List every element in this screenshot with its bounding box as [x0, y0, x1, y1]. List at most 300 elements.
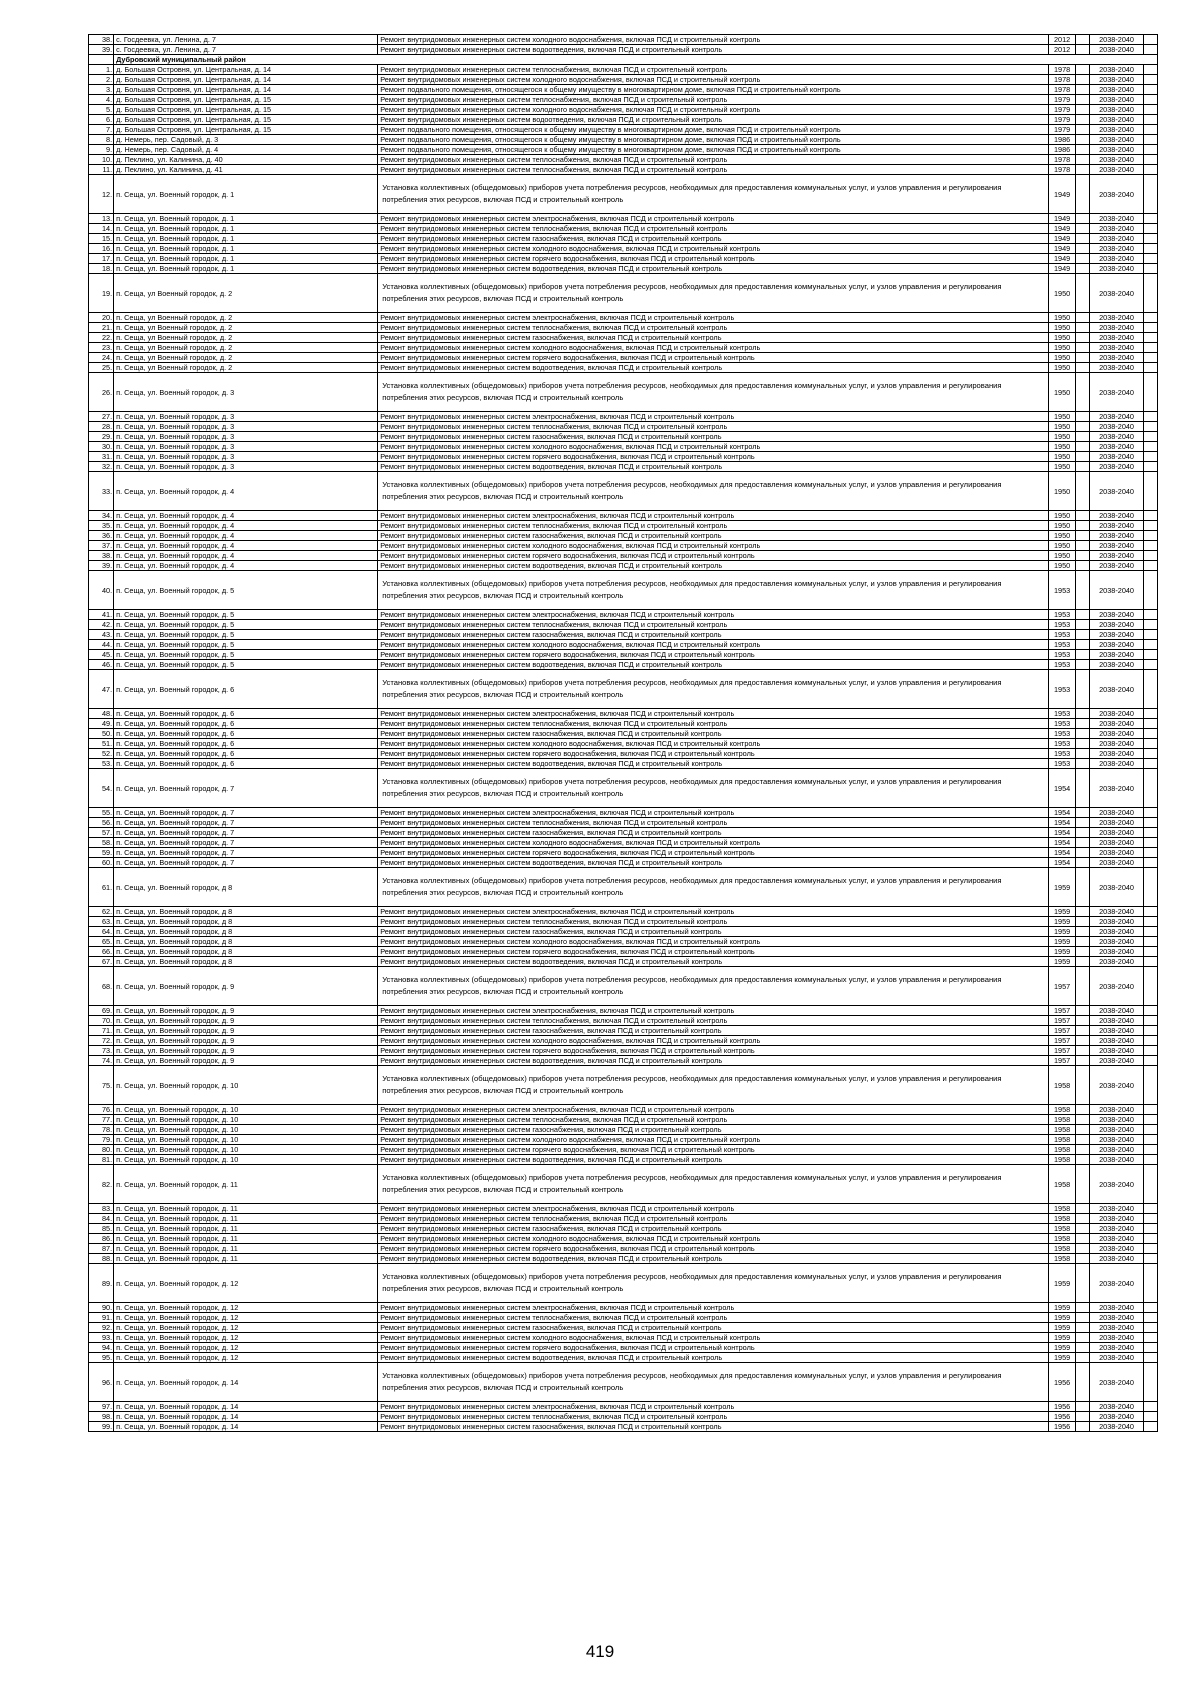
address-cell: п. Сеща, ул. Военный городок, д. 1	[114, 234, 378, 244]
address-cell: п. Сеща, ул Военный городок, д. 2	[114, 333, 378, 343]
empty-cell	[1144, 670, 1158, 709]
build-year-cell: 1954	[1048, 838, 1075, 848]
work-type-cell: Ремонт внутридомовых инженерных систем горячего водоснабжения, включая ПСД и строительный контроль	[378, 947, 1049, 957]
row-number-cell: 75.	[89, 1066, 114, 1105]
address-cell: п. Сеща, ул. Военный городок, д. 12	[114, 1333, 378, 1343]
row-number-cell: 67.	[89, 957, 114, 967]
address-cell: п. Сеща, ул. Военный городок, д. 1	[114, 264, 378, 274]
address-cell: п. Сеща, ул. Военный городок, д. 5	[114, 620, 378, 630]
row-number-cell: 73.	[89, 1046, 114, 1056]
table-row	[89, 1036, 1158, 1046]
repair-period-cell: 2038-2040	[1089, 858, 1143, 868]
address-cell: п. Сеща, ул. Военный городок, д. 6	[114, 729, 378, 739]
row-number-cell: 12.	[89, 175, 114, 214]
empty-cell	[1076, 1313, 1090, 1323]
repair-period-cell: 2038-2040	[1089, 234, 1143, 244]
repair-period-cell: 2038-2040	[1089, 749, 1143, 759]
empty-cell	[1076, 967, 1090, 1006]
address-cell: п. Сеща, ул. Военный городок, д. 12	[114, 1343, 378, 1353]
address-cell: п. Сеща, ул. Военный городок, д. 5	[114, 650, 378, 660]
work-type-cell: Ремонт внутридомовых инженерных систем горячего водоснабжения, включая ПСД и строительный контроль	[378, 650, 1049, 660]
table-row	[89, 1145, 1158, 1155]
repair-period-cell: 2038-2040	[1089, 35, 1143, 45]
empty-cell	[1144, 917, 1158, 927]
address-cell: с. Госдеевка, ул. Ленина, д. 7	[114, 35, 378, 45]
repair-period-cell: 2038-2040	[1089, 1105, 1143, 1115]
empty-cell	[1144, 838, 1158, 848]
table-row	[89, 739, 1158, 749]
work-type-cell: Ремонт внутридомовых инженерных систем холодного водоснабжения, включая ПСД и строительный контроль	[378, 1234, 1049, 1244]
work-type-cell: Ремонт внутридомовых инженерных систем электроснабжения, включая ПСД и строительный контроль	[378, 1105, 1049, 1115]
work-type-cell: Ремонт внутридомовых инженерных систем горячего водоснабжения, включая ПСД и строительный контроль	[378, 353, 1049, 363]
row-number-cell: 97.	[89, 1402, 114, 1412]
build-year-cell: 1954	[1048, 858, 1075, 868]
table-row	[89, 115, 1158, 125]
table-row	[89, 1016, 1158, 1026]
table-row	[89, 135, 1158, 145]
empty-cell	[1144, 531, 1158, 541]
repair-period-cell: 2038-2040	[1089, 175, 1143, 214]
work-type-cell: Ремонт внутридомовых инженерных систем холодного водоснабжения, включая ПСД и строительный контроль	[378, 75, 1049, 85]
empty-cell	[1076, 422, 1090, 432]
work-type-cell: Ремонт внутридомовых инженерных систем водоотведения, включая ПСД и строительный контроль	[378, 1353, 1049, 1363]
empty-cell	[1076, 373, 1090, 412]
empty-cell	[1144, 125, 1158, 135]
work-type-cell: Ремонт внутридомовых инженерных систем газоснабжения, включая ПСД и строительный контроль	[378, 927, 1049, 937]
build-year-cell: 1979	[1048, 125, 1075, 135]
work-type-cell: Ремонт внутридомовых инженерных систем теплоснабжения, включая ПСД и строительный контроль	[378, 1412, 1049, 1422]
empty-cell	[1076, 838, 1090, 848]
address-cell: п. Сеща, ул. Военный городок, д. 1	[114, 254, 378, 264]
work-type-cell: Ремонт внутридомовых инженерных систем электроснабжения, включая ПСД и строительный контроль	[378, 313, 1049, 323]
row-number-cell: 77.	[89, 1115, 114, 1125]
row-number-cell: 39.	[89, 561, 114, 571]
address-cell: д. Пеклино, ул. Калинина, д. 40	[114, 155, 378, 165]
build-year-cell: 1956	[1048, 1363, 1075, 1402]
table-row	[89, 868, 1158, 907]
row-number-cell: 1.	[89, 65, 114, 75]
empty-cell	[1076, 452, 1090, 462]
build-year-cell: 1953	[1048, 660, 1075, 670]
repair-period-cell: 2038-2040	[1089, 1353, 1143, 1363]
repair-period-cell: 2038-2040	[1089, 412, 1143, 422]
row-number-cell: 2.	[89, 75, 114, 85]
empty-cell	[1076, 739, 1090, 749]
row-number-cell: 31.	[89, 452, 114, 462]
table-row	[89, 808, 1158, 818]
work-type-cell: Установка коллективных (общедомовых) приборов учета потребления ресурсов, необходимых для предоставления коммунальных услуг, и узлов управления и регулирования потребления этих ресурсов, включая ПСД и строительный контроль	[378, 373, 1049, 412]
address-cell: п. Сеща, ул. Военный городок, д. 5	[114, 660, 378, 670]
table-row	[89, 145, 1158, 155]
repair-period-cell: 2038-2040	[1089, 1165, 1143, 1204]
build-year-cell: 1954	[1048, 848, 1075, 858]
empty-cell	[1076, 1214, 1090, 1224]
work-type-cell: Ремонт подвального помещения, относящегося к общему имуществу в многоквартирном доме, включая ПСД и строительный контроль	[378, 135, 1049, 145]
empty-cell	[1076, 135, 1090, 145]
repair-period-cell: 2038-2040	[1089, 373, 1143, 412]
work-type-cell: Ремонт внутридомовых инженерных систем электроснабжения, включая ПСД и строительный контроль	[378, 907, 1049, 917]
address-cell: п. Сеща, ул. Военный городок, д. 12	[114, 1303, 378, 1313]
empty-cell	[89, 55, 114, 65]
empty-cell	[1144, 709, 1158, 719]
empty-cell	[1076, 1125, 1090, 1135]
row-number-cell: 46.	[89, 660, 114, 670]
work-type-cell: Ремонт внутридомовых инженерных систем теплоснабжения, включая ПСД и строительный контроль	[378, 1115, 1049, 1125]
empty-cell	[1144, 1363, 1158, 1402]
table-row	[89, 1412, 1158, 1422]
address-cell: п. Сеща, ул. Военный городок, д. 10	[114, 1155, 378, 1165]
address-cell: п. Сеща, ул. Военный городок, д. 1	[114, 224, 378, 234]
section-title: Дубровский муниципальный район	[114, 55, 1158, 65]
repair-period-cell: 2038-2040	[1089, 1224, 1143, 1234]
build-year-cell: 1949	[1048, 175, 1075, 214]
repair-period-cell: 2038-2040	[1089, 1036, 1143, 1046]
repair-period-cell: 2038-2040	[1089, 422, 1143, 432]
build-year-cell: 1954	[1048, 769, 1075, 808]
row-number-cell: 65.	[89, 937, 114, 947]
row-number-cell: 34.	[89, 511, 114, 521]
empty-cell	[1076, 1244, 1090, 1254]
empty-cell	[1076, 571, 1090, 610]
repair-period-cell: 2038-2040	[1089, 363, 1143, 373]
row-number-cell: 29.	[89, 432, 114, 442]
address-cell: п. Сеща, ул. Военный городок, д. 3	[114, 462, 378, 472]
table-row	[89, 45, 1158, 55]
work-type-cell: Ремонт внутридомовых инженерных систем газоснабжения, включая ПСД и строительный контроль	[378, 234, 1049, 244]
empty-cell	[1144, 155, 1158, 165]
empty-cell	[1076, 640, 1090, 650]
work-type-cell: Ремонт внутридомовых инженерных систем электроснабжения, включая ПСД и строительный контроль	[378, 214, 1049, 224]
build-year-cell: 1950	[1048, 561, 1075, 571]
address-cell: п. Сеща, ул. Военный городок, д. 9	[114, 1046, 378, 1056]
build-year-cell: 1986	[1048, 145, 1075, 155]
address-cell: п. Сеща, ул. Военный городок, д. 7	[114, 769, 378, 808]
table-row	[89, 759, 1158, 769]
repair-period-cell: 2038-2040	[1089, 719, 1143, 729]
empty-cell	[1144, 1264, 1158, 1303]
empty-cell	[1076, 234, 1090, 244]
empty-cell	[1076, 769, 1090, 808]
table-row	[89, 521, 1158, 531]
repair-period-cell: 2038-2040	[1089, 65, 1143, 75]
empty-cell	[1144, 1343, 1158, 1353]
repair-period-cell: 2038-2040	[1089, 1056, 1143, 1066]
table-row	[89, 1026, 1158, 1036]
build-year-cell: 1950	[1048, 531, 1075, 541]
table-row	[89, 422, 1158, 432]
table-row	[89, 1115, 1158, 1125]
work-type-cell: Ремонт подвального помещения, относящегося к общему имуществу в многоквартирном доме, включая ПСД и строительный контроль	[378, 85, 1049, 95]
empty-cell	[1144, 1214, 1158, 1224]
table-row	[89, 175, 1158, 214]
work-type-cell: Ремонт внутридомовых инженерных систем теплоснабжения, включая ПСД и строительный контроль	[378, 917, 1049, 927]
table-row	[89, 105, 1158, 115]
row-number-cell: 48.	[89, 709, 114, 719]
repair-period-cell: 2038-2040	[1089, 274, 1143, 313]
row-number-cell: 93.	[89, 1333, 114, 1343]
row-number-cell: 13.	[89, 214, 114, 224]
empty-cell	[1076, 1343, 1090, 1353]
empty-cell	[1076, 214, 1090, 224]
address-cell: д. Большая Островня, ул. Центральная, д. 14	[114, 85, 378, 95]
build-year-cell: 1954	[1048, 818, 1075, 828]
empty-cell	[1144, 234, 1158, 244]
empty-cell	[1144, 353, 1158, 363]
address-cell: п. Сеща, ул. Военный городок, д. 1	[114, 175, 378, 214]
repair-period-cell: 2038-2040	[1089, 1254, 1143, 1264]
repair-period-cell: 2038-2040	[1089, 323, 1143, 333]
work-type-cell: Ремонт внутридомовых инженерных систем газоснабжения, включая ПСД и строительный контроль	[378, 1026, 1049, 1036]
table-row	[89, 858, 1158, 868]
row-number-cell: 63.	[89, 917, 114, 927]
table-row	[89, 848, 1158, 858]
build-year-cell: 1957	[1048, 1056, 1075, 1066]
table-row	[89, 729, 1158, 739]
repair-period-cell: 2038-2040	[1089, 1026, 1143, 1036]
empty-cell	[1144, 511, 1158, 521]
empty-cell	[1144, 115, 1158, 125]
address-cell: п. Сеща, ул. Военный городок, д. 5	[114, 610, 378, 620]
empty-cell	[1076, 343, 1090, 353]
table-row	[89, 1155, 1158, 1165]
repair-period-cell: 2038-2040	[1089, 1204, 1143, 1214]
repair-period-cell: 2038-2040	[1089, 1323, 1143, 1333]
table-row	[89, 95, 1158, 105]
row-number-cell: 71.	[89, 1026, 114, 1036]
address-cell: п. Сеща, ул. Военный городок, д. 7	[114, 838, 378, 848]
row-number-cell: 84.	[89, 1214, 114, 1224]
table-row	[89, 660, 1158, 670]
build-year-cell: 1958	[1048, 1165, 1075, 1204]
row-number-cell: 16.	[89, 244, 114, 254]
table-row	[89, 165, 1158, 175]
table-row	[89, 125, 1158, 135]
work-type-cell: Ремонт внутридомовых инженерных систем водоотведения, включая ПСД и строительный контроль	[378, 561, 1049, 571]
row-number-cell: 19.	[89, 274, 114, 313]
build-year-cell: 1959	[1048, 1343, 1075, 1353]
empty-cell	[1076, 1036, 1090, 1046]
address-cell: п. Сеща, ул. Военный городок, д. 12	[114, 1313, 378, 1323]
build-year-cell: 1959	[1048, 907, 1075, 917]
work-type-cell: Ремонт внутридомовых инженерных систем теплоснабжения, включая ПСД и строительный контроль	[378, 620, 1049, 630]
row-number-cell: 87.	[89, 1244, 114, 1254]
empty-cell	[1144, 1204, 1158, 1214]
address-cell: п. Сеща, ул. Военный городок, д. 10	[114, 1066, 378, 1105]
work-type-cell: Ремонт внутридомовых инженерных систем водоотведения, включая ПСД и строительный контроль	[378, 1155, 1049, 1165]
row-number-cell: 62.	[89, 907, 114, 917]
empty-cell	[1144, 1066, 1158, 1105]
row-number-cell: 40.	[89, 571, 114, 610]
build-year-cell: 1959	[1048, 1353, 1075, 1363]
build-year-cell: 1979	[1048, 115, 1075, 125]
table-row	[89, 551, 1158, 561]
work-type-cell: Ремонт внутридомовых инженерных систем газоснабжения, включая ПСД и строительный контроль	[378, 729, 1049, 739]
row-number-cell: 23.	[89, 343, 114, 353]
work-type-cell: Ремонт внутридомовых инженерных систем горячего водоснабжения, включая ПСД и строительный контроль	[378, 1046, 1049, 1056]
row-number-cell: 50.	[89, 729, 114, 739]
repair-period-cell: 2038-2040	[1089, 660, 1143, 670]
build-year-cell: 1953	[1048, 719, 1075, 729]
build-year-cell: 1949	[1048, 264, 1075, 274]
empty-cell	[1144, 848, 1158, 858]
repair-period-cell: 2038-2040	[1089, 125, 1143, 135]
build-year-cell: 1978	[1048, 85, 1075, 95]
empty-cell	[1076, 1165, 1090, 1204]
repair-period-cell: 2038-2040	[1089, 85, 1143, 95]
build-year-cell: 1950	[1048, 511, 1075, 521]
repair-period-cell: 2038-2040	[1089, 937, 1143, 947]
table-row	[89, 373, 1158, 412]
empty-cell	[1144, 1323, 1158, 1333]
work-type-cell: Ремонт внутридомовых инженерных систем теплоснабжения, включая ПСД и строительный контроль	[378, 1214, 1049, 1224]
table-row	[89, 323, 1158, 333]
address-cell: п. Сеща, ул Военный городок, д. 2	[114, 323, 378, 333]
address-cell: п. Сеща, ул. Военный городок, д. 6	[114, 739, 378, 749]
empty-cell	[1144, 749, 1158, 759]
address-cell: п. Сеща, ул. Военный городок, д. 4	[114, 511, 378, 521]
address-cell: п. Сеща, ул. Военный городок, д. 9	[114, 967, 378, 1006]
empty-cell	[1076, 947, 1090, 957]
address-cell: п. Сеща, ул. Военный городок, д. 3	[114, 373, 378, 412]
work-type-cell: Ремонт внутридомовых инженерных систем электроснабжения, включая ПСД и строительный контроль	[378, 808, 1049, 818]
repair-period-cell: 2038-2040	[1089, 452, 1143, 462]
empty-cell	[1076, 1254, 1090, 1264]
empty-cell	[1076, 719, 1090, 729]
work-type-cell: Ремонт внутридомовых инженерных систем теплоснабжения, включая ПСД и строительный контроль	[378, 719, 1049, 729]
address-cell: п. Сеща, ул. Военный городок, д 8	[114, 907, 378, 917]
build-year-cell: 1956	[1048, 1402, 1075, 1412]
empty-cell	[1144, 95, 1158, 105]
row-number-cell: 52.	[89, 749, 114, 759]
build-year-cell: 1958	[1048, 1204, 1075, 1214]
table-row	[89, 442, 1158, 452]
work-type-cell: Ремонт внутридомовых инженерных систем электроснабжения, включая ПСД и строительный контроль	[378, 1402, 1049, 1412]
empty-cell	[1144, 1115, 1158, 1125]
table-row	[89, 1165, 1158, 1204]
row-number-cell: 36.	[89, 531, 114, 541]
empty-cell	[1076, 244, 1090, 254]
table-row	[89, 353, 1158, 363]
build-year-cell: 1978	[1048, 165, 1075, 175]
address-cell: п. Сеща, ул. Военный городок, д. 9	[114, 1036, 378, 1046]
empty-cell	[1076, 472, 1090, 511]
work-type-cell: Ремонт внутридомовых инженерных систем горячего водоснабжения, включая ПСД и строительный контроль	[378, 1343, 1049, 1353]
work-type-cell: Ремонт внутридомовых инженерных систем холодного водоснабжения, включая ПСД и строительный контроль	[378, 1333, 1049, 1343]
build-year-cell: 1949	[1048, 234, 1075, 244]
work-type-cell: Ремонт внутридомовых инженерных систем теплоснабжения, включая ПСД и строительный контроль	[378, 1016, 1049, 1026]
repair-period-cell: 2038-2040	[1089, 868, 1143, 907]
row-number-cell: 11.	[89, 165, 114, 175]
table-row	[89, 937, 1158, 947]
repair-period-cell: 2038-2040	[1089, 1135, 1143, 1145]
empty-cell	[1144, 937, 1158, 947]
row-number-cell: 78.	[89, 1125, 114, 1135]
empty-cell	[1144, 274, 1158, 313]
repair-period-cell: 2038-2040	[1089, 333, 1143, 343]
empty-cell	[1144, 85, 1158, 95]
empty-cell	[1076, 551, 1090, 561]
build-year-cell: 1957	[1048, 1006, 1075, 1016]
empty-cell	[1144, 244, 1158, 254]
build-year-cell: 1958	[1048, 1145, 1075, 1155]
empty-cell	[1144, 1402, 1158, 1412]
empty-cell	[1144, 719, 1158, 729]
empty-cell	[1144, 442, 1158, 452]
build-year-cell: 1979	[1048, 95, 1075, 105]
address-cell: п. Сеща, ул. Военный городок, д. 6	[114, 670, 378, 709]
empty-cell	[1144, 1303, 1158, 1313]
address-cell: п. Сеща, ул. Военный городок, д. 5	[114, 630, 378, 640]
work-type-cell: Ремонт внутридомовых инженерных систем газоснабжения, включая ПСД и строительный контроль	[378, 1125, 1049, 1135]
row-number-cell: 3.	[89, 85, 114, 95]
build-year-cell: 1950	[1048, 521, 1075, 531]
build-year-cell: 1950	[1048, 442, 1075, 452]
empty-cell	[1144, 759, 1158, 769]
work-type-cell: Ремонт внутридомовых инженерных систем газоснабжения, включая ПСД и строительный контроль	[378, 1323, 1049, 1333]
work-type-cell: Ремонт внутридомовых инженерных систем водоотведения, включая ПСД и строительный контроль	[378, 115, 1049, 125]
empty-cell	[1144, 808, 1158, 818]
empty-cell	[1144, 541, 1158, 551]
empty-cell	[1076, 145, 1090, 155]
row-number-cell: 14.	[89, 224, 114, 234]
work-type-cell: Ремонт внутридомовых инженерных систем водоотведения, включая ПСД и строительный контроль	[378, 462, 1049, 472]
repair-period-cell: 2038-2040	[1089, 472, 1143, 511]
repair-period-cell: 2038-2040	[1089, 947, 1143, 957]
address-cell: д. Большая Островня, ул. Центральная, д. 15	[114, 125, 378, 135]
table-row	[89, 907, 1158, 917]
address-cell: п. Сеща, ул. Военный городок, д. 7	[114, 828, 378, 838]
row-number-cell: 98.	[89, 1412, 114, 1422]
address-cell: п. Сеща, ул. Военный городок, д. 11	[114, 1234, 378, 1244]
address-cell: п. Сеща, ул. Военный городок, д. 11	[114, 1214, 378, 1224]
row-number-cell: 99.	[89, 1422, 114, 1432]
empty-cell	[1144, 620, 1158, 630]
table-row	[89, 1264, 1158, 1303]
work-type-cell: Ремонт внутридомовых инженерных систем теплоснабжения, включая ПСД и строительный контроль	[378, 818, 1049, 828]
work-type-cell: Ремонт внутридомовых инженерных систем электроснабжения, включая ПСД и строительный контроль	[378, 1204, 1049, 1214]
empty-cell	[1144, 452, 1158, 462]
table-row	[89, 1422, 1158, 1432]
empty-cell	[1144, 224, 1158, 234]
empty-cell	[1144, 610, 1158, 620]
table-row	[89, 838, 1158, 848]
table-row	[89, 75, 1158, 85]
table-row	[89, 620, 1158, 630]
work-type-cell: Ремонт внутридомовых инженерных систем водоотведения, включая ПСД и строительный контроль	[378, 363, 1049, 373]
build-year-cell: 2012	[1048, 35, 1075, 45]
row-number-cell: 10.	[89, 155, 114, 165]
table-row	[89, 1313, 1158, 1323]
row-number-cell: 33.	[89, 472, 114, 511]
row-number-cell: 49.	[89, 719, 114, 729]
empty-cell	[1076, 1422, 1090, 1432]
address-cell: п. Сеща, ул. Военный городок, д. 5	[114, 571, 378, 610]
empty-cell	[1144, 1224, 1158, 1234]
row-number-cell: 26.	[89, 373, 114, 412]
empty-cell	[1076, 610, 1090, 620]
empty-cell	[1076, 729, 1090, 739]
address-cell: п. Сеща, ул. Военный городок, д. 4	[114, 521, 378, 531]
build-year-cell: 1950	[1048, 343, 1075, 353]
empty-cell	[1076, 1105, 1090, 1115]
row-number-cell: 56.	[89, 818, 114, 828]
work-type-cell: Ремонт внутридомовых инженерных систем холодного водоснабжения, включая ПСД и строительный контроль	[378, 838, 1049, 848]
table-row	[89, 1323, 1158, 1333]
address-cell: п. Сеща, ул Военный городок, д. 2	[114, 274, 378, 313]
work-type-cell: Установка коллективных (общедомовых) приборов учета потребления ресурсов, необходимых для предоставления коммунальных услуг, и узлов управления и регулирования потребления этих ресурсов, включая ПСД и строительный контроль	[378, 1066, 1049, 1105]
work-type-cell: Установка коллективных (общедомовых) приборов учета потребления ресурсов, необходимых для предоставления коммунальных услуг, и узлов управления и регулирования потребления этих ресурсов, включая ПСД и строительный контроль	[378, 175, 1049, 214]
build-year-cell: 1950	[1048, 432, 1075, 442]
